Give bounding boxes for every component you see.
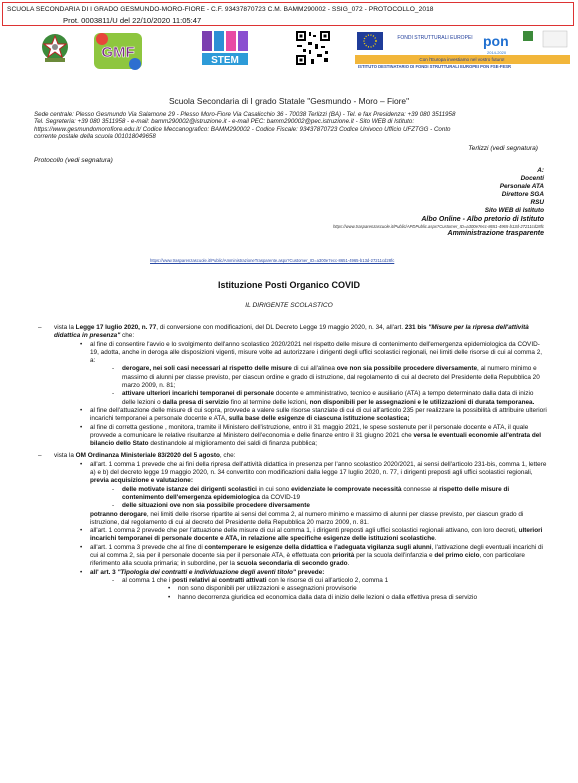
eu-funds-banner xyxy=(355,28,570,64)
amministrazione-url-link[interactable]: https://www.trasparenzascuole.it/Public/AmministrazioneTrasparente.aspx?Customer_ID=a300e7ecc-8651-4965-b13d-27211cd28fc xyxy=(150,258,395,263)
eu-funds-banner-icon xyxy=(355,28,570,64)
address-line-1: Sede centrale: Plesso Gesmundo Via Salamone 29 - Plesso Moro-Fiore Via Casalicchio 36 - 70038 Terlizzi (BA) - Tel. e fax Presidenza: +39 080 3511958 xyxy=(34,111,456,118)
list-item: • al fine di corretta gestione , monitora, tramite il Ministero dell'istruzione, entro il 31 maggio 2021, le spese sostenute per il personale docente e ATA, il quale provvede a comunicare le relative risultanze al Ministero dell'economia e delle finanze entro il 31 giugno 2021 che versa le eventuali economie all'entrata del bilancio dello Stato destinandole al miglioramento dei saldi di finanza pubblica; xyxy=(80,423,542,448)
dash-bullet: – xyxy=(38,452,42,460)
stem-logo-icon xyxy=(200,29,250,67)
recipient-amministrazione: Amministrazione trasparente xyxy=(447,229,544,237)
list-item: • non sono disponibili per utilizzazioni e assegnazioni provvisorie xyxy=(168,585,357,593)
dirigente-heading: IL DIRIGENTE SCOLASTICO xyxy=(245,302,333,309)
eu-funds-caption: ISTITUTO DESTINATARIO DI FONDI STRUTTURALI EUROPEI PON FSE-FESR xyxy=(358,64,512,69)
protocol-stamp xyxy=(2,2,574,26)
paragraph-om-83: – vista la OM Ordinanza Ministeriale 83/2020 del 5 agosto, che: xyxy=(38,452,236,460)
list-item: • all'art. 1 comma 2 prevede che per l'attuazione delle misure di cui al comma 1, i dirigenti preposti agli uffici scolastici regionali attivano, con loro decreti, ulteriori incarichi temporanei di personale docente e ATA, in relazione alle specifiche esigenze delle istituzioni scolastiche. xyxy=(80,527,543,543)
recipient-rsu: RSU xyxy=(530,199,544,207)
recipients-block xyxy=(333,167,544,238)
recipient-website: Sito WEB di Istituto xyxy=(484,207,544,215)
gmf-logo-text: GMF xyxy=(101,44,135,61)
list-item: - delle motivate istanze dei dirigenti scolastici in cui sono evidenziate le comprovate necessità connesse al rispetto delle misure di contenimento dell'emergenza epidemiologica da COVID-19 xyxy=(112,485,510,501)
list-item: • al fine dell'attuazione delle misure di cui sopra, provvede a valere sulle risorse stanziate di cui di cui all'articolo 235 per realizzare la possibilità di attribuire ulteriori incarichi temporanei a personale docente e ATA, sulla base delle esigenze di ciascuna istituzione scolastica; xyxy=(80,406,547,423)
recipients-label: A: xyxy=(537,167,544,174)
pon-years-text: 2014-2020 xyxy=(487,50,507,55)
gmf-school-logo xyxy=(92,31,144,71)
protocol-reference: Protocollo (vedi segnatura) xyxy=(34,157,113,164)
list-item: • all'art. 1 comma 3 prevede che al fine di contemperare le esigenze della didattica e l'adeguata vigilanza sugli alunni, l'attivazione degli eventuali incarichi di cui al comma 2, sia per il personale docente sia per il personale ATA, è effettuata con priorità per la scuola dell'infanzia e del primo ciclo, con particolare riferimento alla scuola primaria; in subordine, per la scuola secondaria di secondo grado. xyxy=(80,543,543,568)
italian-republic-emblem-icon xyxy=(40,32,70,64)
pon-logo-text: pon xyxy=(483,33,509,49)
recipient-albo: Albo Online - Albo pretorio di Istituto xyxy=(421,215,544,223)
list-item: potranno derogare, nei limiti delle risorse ripartite ai sensi del comma 2, al numero minimo e massimo di alunni per classe previsto, per ciascun grado di istruzione, dal regolamento di cui al decreto del Presidente della Repubblica 20 marzo 2009, n. 81. xyxy=(90,510,524,526)
logo-strip xyxy=(0,26,578,72)
list-item: - delle situazioni ove non sia possibile procedere diversamente xyxy=(112,502,310,510)
list-item: • all' art. 3 "Tipologia dei contratti e individuazione degli aventi titolo" prevede: xyxy=(80,568,325,576)
school-name: Scuola Secondaria di I grado Statale "Gesmundo - Moro – Fiore" xyxy=(168,96,410,106)
address-line-2: Tel. Segreteria: +39 080 3511958 - e-mail: bamm290002@istruzione.it - e-mail PEC: bamm290002@pec.istruzione.it - Sito WEB di Istituto: xyxy=(34,118,415,126)
list-item: - attivare ulteriori incarichi temporanei di personale docente e amministrativo, tecnico e ausiliario (ATA) a tempo determinato dalla data di inizio delle lezioni o dalla presa di servizio fino al termine delle lezioni, non disponibili per le assegnazioni e le utilizzazioni di durata temporanea. xyxy=(112,390,535,406)
paragraph-legge-77: – vista la Legge 17 luglio 2020, n. 77, di conversione con modificazioni, del DL Decreto Legge 19 maggio 2020, n. 34, all'art. 231 bis "Misure per la ripresa dell'attività didattica in presenza" che: xyxy=(38,324,529,340)
list-item: • al fine di consentire l'avvio e lo svolgimento dell'anno scolastico 2020/2021 nel rispetto delle misure di contenimento dell'emergenza epidemiologica da COVID-19, adotta, anche in deroga alle disposizioni vigenti, misure volte ad autorizzare i dirigenti degli uffici scolastici regionali, nei limiti delle risorse di cui al comma 2, a: xyxy=(80,340,543,365)
stamp-line-1: SCUOLA SECONDARIA DI I GRADO GESMUNDO-MORO-FIORE - C.F. 93437870723 C.M. BAMM290002 - SSIG_072 - PROTOCOLLO_2018 xyxy=(7,6,434,13)
list-item: • all'art. 1 comma 1 prevede che ai fini della ripresa dell'attività didattica in presenza per l'anno scolastico 2020/2021, ai sensi dell'articolo 231-bis, comma 1, lettere a) e b) del decreto legge 19 maggio 2020, n. 34 convertito con modificazioni dalla legge 17 luglio 2020, n. 77, i dirigenti preposti agli uffici scolastici regionali, previa acquisizione e valutazione: xyxy=(80,460,547,485)
stamp-line-2: Prot. 0003811/U del 22/10/2020 11:05:47 xyxy=(63,16,202,25)
document-body xyxy=(38,324,548,602)
qr-code-icon xyxy=(295,30,331,66)
document-title: Istituzione Posti Organico COVID xyxy=(217,280,360,290)
albo-url-link[interactable]: https://www.trasparenzascuole.it/Public/APDPublic.aspx?Customer_ID=a300e7ecc-8651-4965-b13d-27211cd28fc xyxy=(333,223,544,229)
recipient-dsga: Direttore SGA xyxy=(501,191,544,199)
list-item: - al comma 1 che i posti relativi ai contratti attivati con le risorse di cui all'articolo 2, comma 1 xyxy=(112,576,389,584)
recipient-docenti: Docenti xyxy=(520,175,544,183)
school-address-block xyxy=(34,111,554,140)
dash-bullet: – xyxy=(38,324,42,331)
place-and-date: Terlizzi (vedi segnatura) xyxy=(468,145,538,152)
eu-tagline-text: Con l'Europa investiamo nel vostro futuro! xyxy=(419,57,505,62)
list-item: - derogare, nei soli casi necessari al rispetto delle misure di cui all'alinea ove non sia possibile procedere diversamente, al numero minimo e massimo di alunni per classe previsto, per ciascun ordine e grado di istruzione, dal regolamento di cui al decreto del Presidente della Repubblica 20 marzo 2009, n. 81; xyxy=(112,365,540,390)
stem-logo-text: STEM xyxy=(211,55,239,66)
address-line-4: corrente postale della scuola 001018049658 xyxy=(34,132,156,140)
address-line-3: https://www.gesmundomorofiore.edu.it/ Codice Meccanografico: BAMM290002 - Codice Fiscale: 93437870723 Codice Univoco Ufficio UFZTGG - Conto xyxy=(34,125,451,133)
list-item: • hanno decorrenza giuridica ed economica dalla data di inizio delle lezioni o dalla effettiva presa di servizio xyxy=(168,593,478,601)
stem-logo xyxy=(200,29,250,67)
recipient-ata: Personale ATA xyxy=(499,183,544,191)
gmf-logo-icon xyxy=(92,31,144,71)
eu-fondi-text: FONDI STRUTTURALI EUROPEI xyxy=(397,35,473,41)
